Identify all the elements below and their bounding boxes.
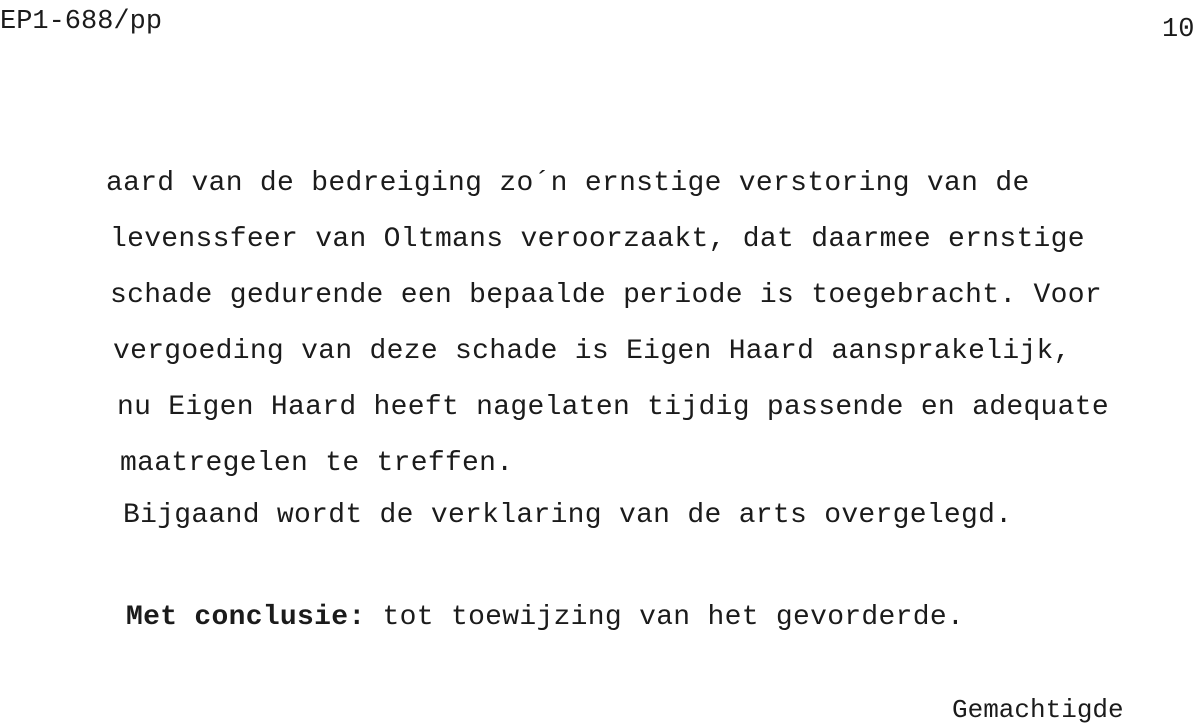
conclusion-line bbox=[126, 600, 964, 636]
signature-label: Gemachtigde bbox=[952, 695, 1124, 725]
body-line: levenssfeer van Oltmans veroorzaakt, dat daarmee ernstige bbox=[110, 224, 1085, 255]
body-line: aard van de bedreiging zo´n ernstige verstoring van de bbox=[106, 168, 1030, 199]
case-reference: EP1-688/pp bbox=[0, 7, 163, 37]
body-line: vergoeding van deze schade is Eigen Haard aansprakelijk, bbox=[113, 336, 1071, 367]
body-line: Bijgaand wordt de verklaring van de arts overgelegd. bbox=[123, 500, 1013, 531]
page-number: 10 bbox=[1162, 15, 1195, 45]
body-line: nu Eigen Haard heeft nagelaten tijdig passende en adequate bbox=[117, 392, 1109, 423]
body-line: maatregelen te treffen. bbox=[120, 448, 514, 479]
conclusion-text: tot toewijzing van het gevorderde. bbox=[365, 602, 965, 633]
conclusion-label: Met conclusie: bbox=[126, 602, 366, 633]
body-line: schade gedurende een bepaalde periode is toegebracht. Voor bbox=[110, 280, 1102, 311]
